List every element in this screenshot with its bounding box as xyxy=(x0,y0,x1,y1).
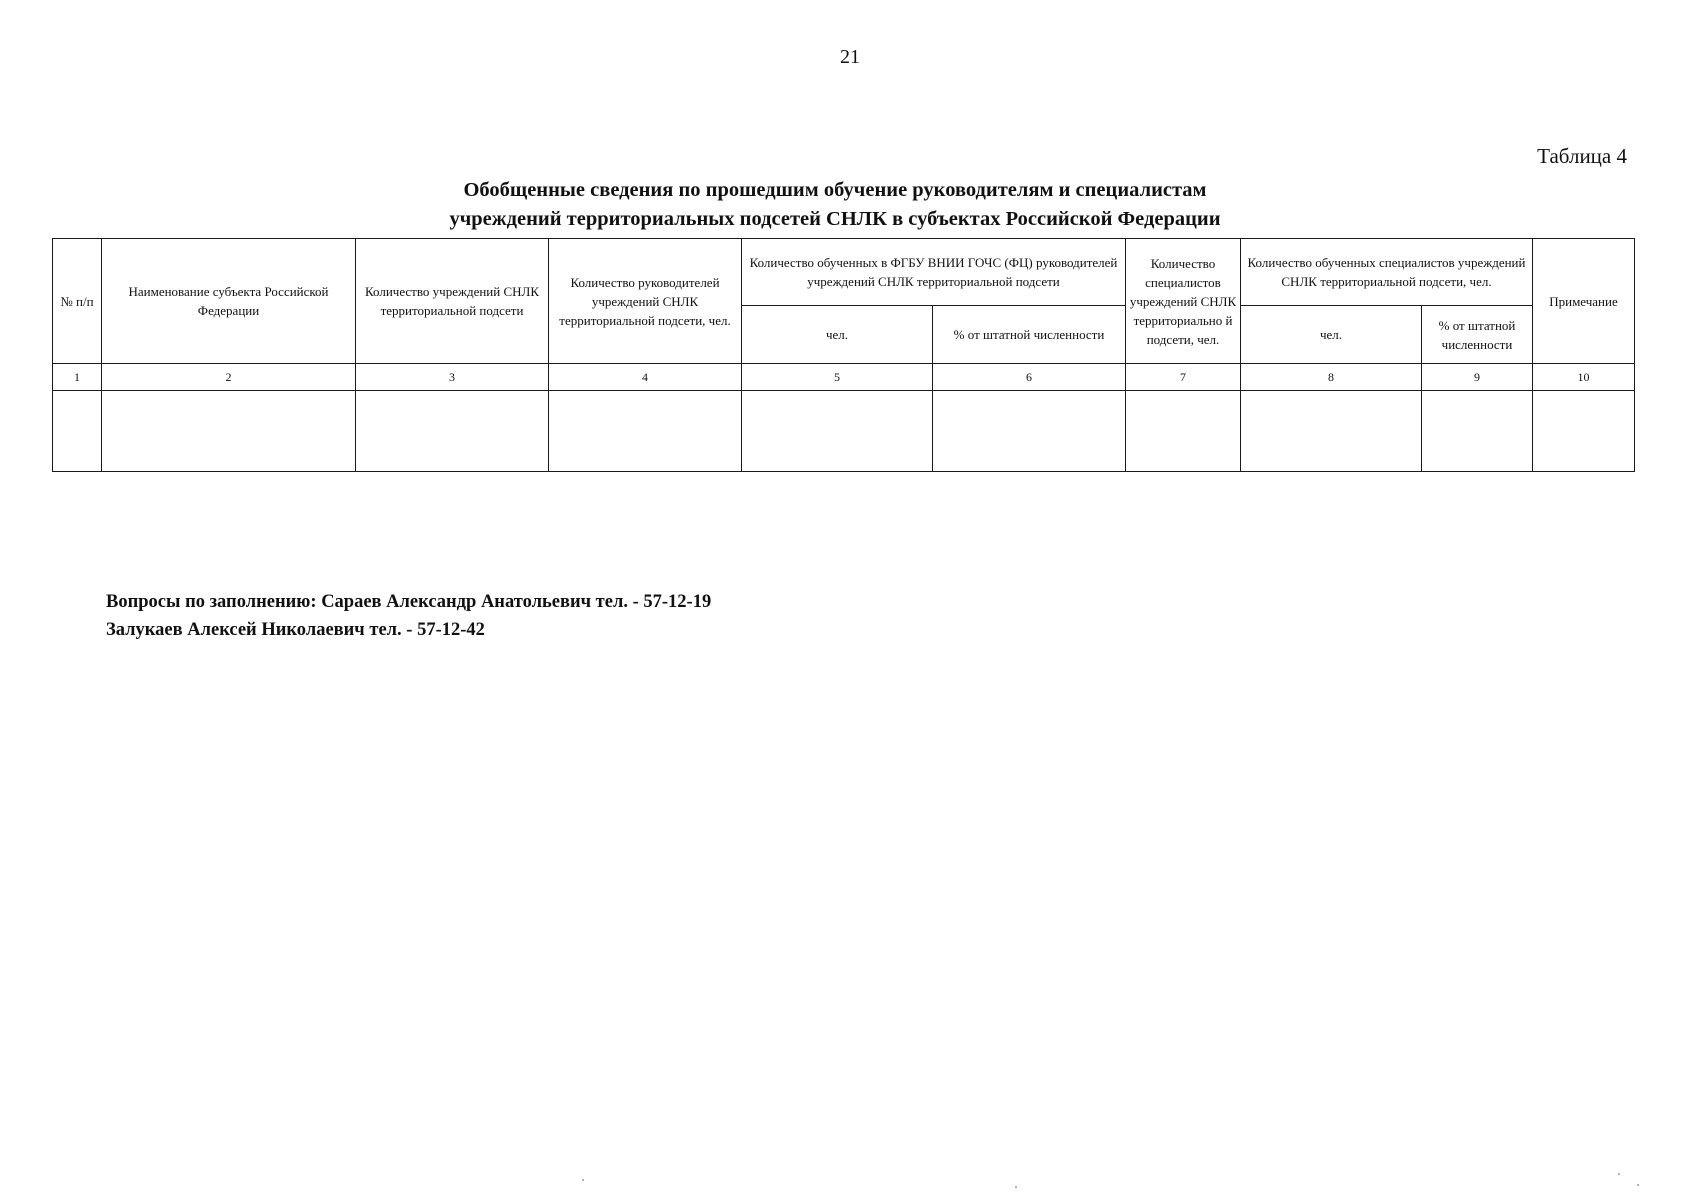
column-number: 6 xyxy=(933,364,1126,391)
table-cell xyxy=(1241,391,1422,472)
header-institutions-count: Количество учреждений СНЛК территориальной подсети xyxy=(356,239,549,364)
column-number: 4 xyxy=(549,364,742,391)
scan-speck xyxy=(1618,1173,1620,1175)
contact-info xyxy=(106,588,711,644)
document-title-line: учреждений территориальных подсетей СНЛК в субъектах Российской Федерации xyxy=(449,208,1221,230)
column-number: 3 xyxy=(356,364,549,391)
scan-speck xyxy=(582,1179,584,1181)
table-cell xyxy=(933,391,1126,472)
table-cell xyxy=(1533,391,1635,472)
header-trained-managers-persons: чел. xyxy=(742,306,933,364)
header-subject-name: Наименование субъекта Российской Федерации xyxy=(102,239,356,364)
column-number: 7 xyxy=(1126,364,1241,391)
header-row-number: № п/п xyxy=(53,239,102,364)
table-cell xyxy=(53,391,102,472)
table-row xyxy=(53,391,1635,472)
table-cell xyxy=(742,391,933,472)
column-number: 10 xyxy=(1533,364,1635,391)
table-cell xyxy=(549,391,742,472)
scan-speck xyxy=(1015,1186,1017,1188)
table-header-row xyxy=(53,239,1635,306)
table-label: Таблица 4 xyxy=(1537,144,1627,168)
header-trained-specialists-group: Количество обученных специалистов учреждений СНЛК территориальной подсети, чел. xyxy=(1241,239,1533,306)
document-title-line: Обобщенные сведения по прошедшим обучение руководителям и специалистам xyxy=(463,179,1207,201)
scan-speck xyxy=(1637,1184,1639,1186)
header-trained-managers-percent: % от штатной численности xyxy=(933,306,1126,364)
header-specialists-count: Количество специалистов учреждений СНЛК территориально й подсети, чел. xyxy=(1126,239,1241,364)
column-number: 5 xyxy=(742,364,933,391)
column-number: 9 xyxy=(1422,364,1533,391)
header-trained-specialists-persons: чел. xyxy=(1241,306,1422,364)
table-cell xyxy=(102,391,356,472)
contact-line: Залукаев Алексей Николаевич тел. - 57-12-42 xyxy=(106,620,485,640)
contact-line: Вопросы по заполнению: Сараев Александр Анатольевич тел. - 57-12-19 xyxy=(106,592,712,612)
table-cell xyxy=(356,391,549,472)
header-trained-specialists-percent: % от штатной численности xyxy=(1422,306,1533,364)
column-number: 8 xyxy=(1241,364,1422,391)
column-number: 1 xyxy=(53,364,102,391)
header-trained-managers-group: Количество обученных в ФГБУ ВНИИ ГОЧС (ФЦ) руководителей учреждений СНЛК территориальной подсети xyxy=(742,239,1126,306)
table-cell xyxy=(1422,391,1533,472)
summary-table xyxy=(52,238,1635,472)
column-number: 2 xyxy=(102,364,356,391)
header-note: Примечание xyxy=(1533,239,1635,364)
column-number-row xyxy=(53,364,1635,391)
page-number: 21 xyxy=(840,46,860,68)
document-title xyxy=(200,176,1470,234)
header-managers-count: Количество руководителей учреждений СНЛК территориальной подсети, чел. xyxy=(549,239,742,364)
table-cell xyxy=(1126,391,1241,472)
